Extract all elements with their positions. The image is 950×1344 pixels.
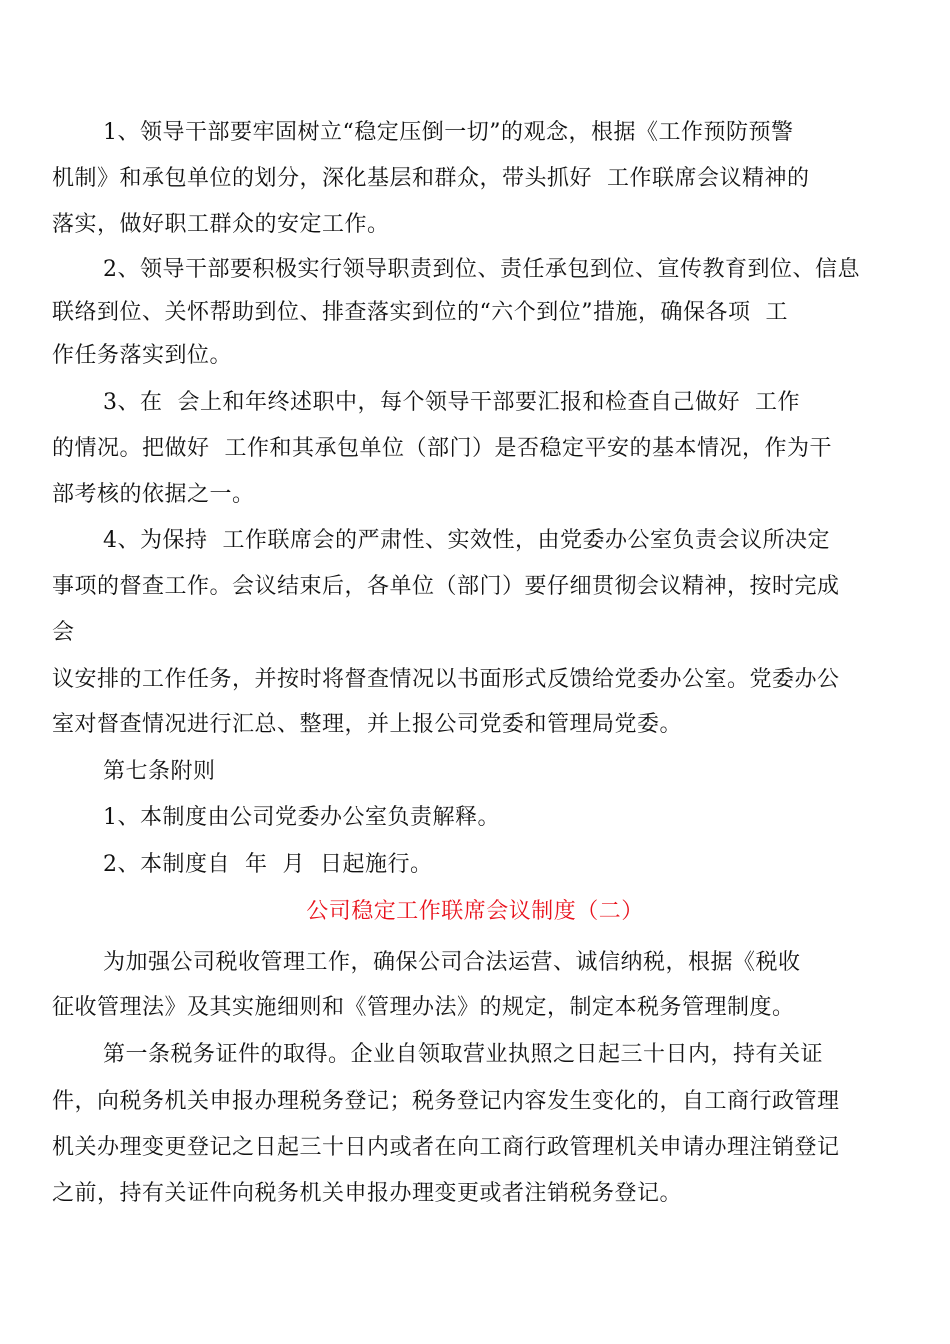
paragraph-line: 1、领导干部要牢固树立“稳定压倒一切”的观念，根据《工作预防预警 [103,120,794,145]
paragraph-line: 会 [52,620,75,645]
paragraph-line: 2、本制度自 年 月 日起施行。 [103,852,433,877]
paragraph-line: 部考核的依据之一。 [52,482,255,507]
paragraph-line: 征收管理法》及其实施细则和《管理办法》的规定，制定本税务管理制度。 [52,995,795,1020]
paragraph-line: 1、本制度由公司党委办公室负责解释。 [103,805,500,830]
paragraph-line: 议安排的工作任务，并按时将督查情况以书面形式反馈给党委办公室。党委办公 [52,667,840,692]
paragraph-line: 室对督查情况进行汇总、整理，并上报公司党委和管理局党委。 [52,712,683,737]
paragraph-line: 作任务落实到位。 [52,343,233,368]
section-title: 公司稳定工作联席会议制度（二） [306,899,644,924]
paragraph-line: 4、为保持 工作联席会的严肃性、实效性，由党委办公室负责会议所决定 [103,528,830,553]
paragraph-line: 第一条税务证件的取得。企业自领取营业执照之日起三十日内，持有关证 [103,1042,824,1067]
article-heading: 第七条附则 [103,759,216,784]
paragraph-line: 的情况。把做好 工作和其承包单位（部门）是否稳定平安的基本情况，作为干 [52,436,832,461]
paragraph-line: 事项的督查工作。会议结束后，各单位（部门）要仔细贯彻会议精神，按时完成 [52,574,840,599]
paragraph-line: 联络到位、关怀帮助到位、排查落实到位的“六个到位”措施，确保各项 工 [52,300,788,325]
paragraph-line: 3、在 会上和年终述职中，每个领导干部要汇报和检查自己做好 工作 [103,390,800,415]
paragraph-line: 之前，持有关证件向税务机关申报办理变更或者注销税务登记。 [52,1181,683,1206]
paragraph-line: 2、领导干部要积极实行领导职责到位、责任承包到位、宣传教育到位、信息 [103,257,860,282]
paragraph-line: 机制》和承包单位的划分，深化基层和群众，带头抓好 工作联席会议精神的 [52,166,810,191]
paragraph-line: 落实，做好职工群众的安定工作。 [52,212,390,237]
paragraph-line: 为加强公司税收管理工作，确保公司合法运营、诚信纳税，根据《税收 [103,950,801,975]
paragraph-line: 机关办理变更登记之日起三十日内或者在向工商行政管理机关申请办理注销登记 [52,1135,840,1160]
paragraph-line: 件，向税务机关申报办理税务登记；税务登记内容发生变化的，自工商行政管理 [52,1089,840,1114]
